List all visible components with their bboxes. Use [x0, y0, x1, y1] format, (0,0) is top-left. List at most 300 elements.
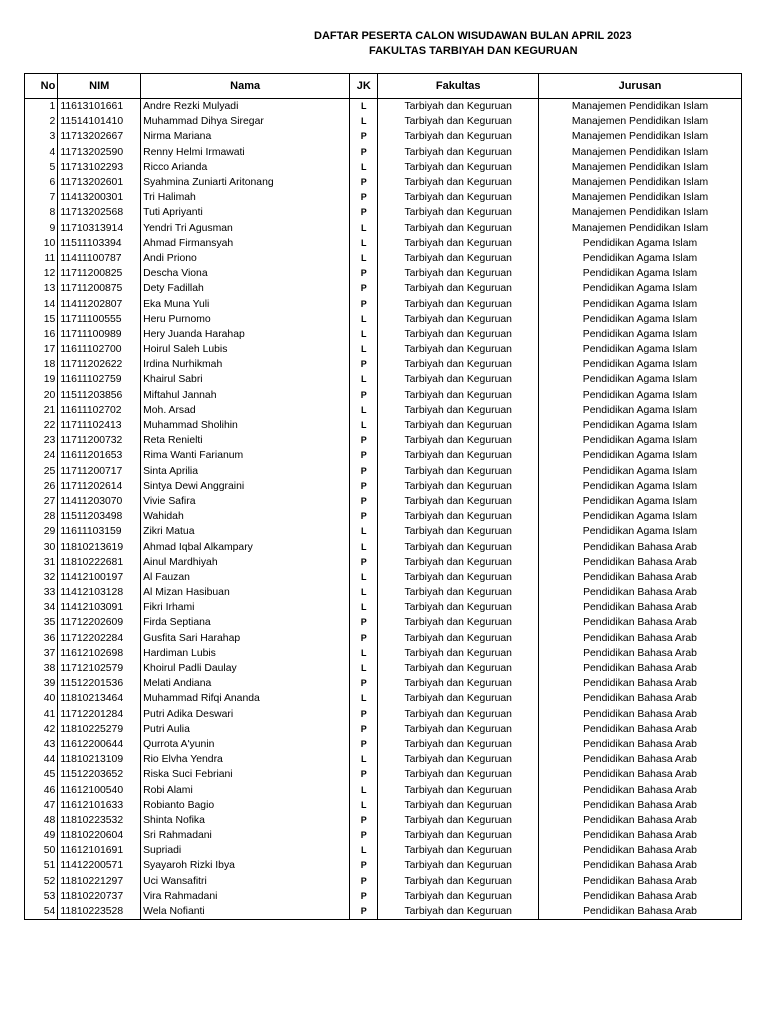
- row-jk: L: [350, 372, 378, 387]
- row-nama: Andi Priono: [141, 251, 350, 266]
- row-nama: Ricco Arianda: [141, 160, 350, 175]
- row-jk: P: [350, 858, 378, 873]
- table-row: [25, 600, 742, 615]
- row-jurusan: Pendidikan Agama Islam: [538, 312, 741, 327]
- table-row: [25, 236, 742, 251]
- row-nama: Hery Juanda Harahap: [141, 327, 350, 342]
- row-nama: Ahmad Iqbal Alkampary: [141, 539, 350, 554]
- row-fakultas: Tarbiyah dan Keguruan: [378, 858, 539, 873]
- row-nama: Andre Rezki Mulyadi: [141, 99, 350, 115]
- row-nim: 11413200301: [58, 190, 141, 205]
- row-nama: Riska Suci Febriani: [141, 767, 350, 782]
- row-nama: Khoirul Padli Daulay: [141, 661, 350, 676]
- row-number: 23: [25, 433, 58, 448]
- row-number: 25: [25, 464, 58, 479]
- row-jk: P: [350, 448, 378, 463]
- row-fakultas: Tarbiyah dan Keguruan: [378, 798, 539, 813]
- row-nim: 11712202284: [58, 631, 141, 646]
- participants-table: [24, 73, 742, 920]
- row-jurusan: Pendidikan Bahasa Arab: [538, 676, 741, 691]
- row-fakultas: Tarbiyah dan Keguruan: [378, 99, 539, 115]
- table-row: [25, 631, 742, 646]
- row-number: 30: [25, 539, 58, 554]
- table-row: [25, 889, 742, 904]
- row-fakultas: Tarbiyah dan Keguruan: [378, 737, 539, 752]
- row-nama: Muhammad Rifqi Ananda: [141, 691, 350, 706]
- row-nim: 11512203652: [58, 767, 141, 782]
- row-nim: 11511103394: [58, 236, 141, 251]
- row-jk: L: [350, 160, 378, 175]
- table-row: [25, 646, 742, 661]
- table-row: [25, 615, 742, 630]
- row-nama: Zikri Matua: [141, 524, 350, 539]
- row-nim: 11711200875: [58, 281, 141, 296]
- row-jk: L: [350, 418, 378, 433]
- row-nim: 11611102759: [58, 372, 141, 387]
- row-nim: 11713202601: [58, 175, 141, 190]
- row-nama: Dety Fadillah: [141, 281, 350, 296]
- row-jurusan: Pendidikan Bahasa Arab: [538, 858, 741, 873]
- row-fakultas: Tarbiyah dan Keguruan: [378, 494, 539, 509]
- table-row: [25, 722, 742, 737]
- row-nim: 11810213464: [58, 691, 141, 706]
- row-jk: L: [350, 327, 378, 342]
- row-nim: 11711100555: [58, 312, 141, 327]
- row-jurusan: Pendidikan Agama Islam: [538, 494, 741, 509]
- row-number: 8: [25, 205, 58, 220]
- row-jk: P: [350, 145, 378, 160]
- row-nim: 11511203856: [58, 388, 141, 403]
- row-nim: 11612101633: [58, 798, 141, 813]
- table-row: [25, 342, 742, 357]
- row-nama: Muhammad Sholihin: [141, 418, 350, 433]
- row-number: 10: [25, 236, 58, 251]
- row-fakultas: Tarbiyah dan Keguruan: [378, 479, 539, 494]
- row-jurusan: Pendidikan Agama Islam: [538, 372, 741, 387]
- row-nim: 11412103128: [58, 585, 141, 600]
- table-row: [25, 782, 742, 797]
- row-jurusan: Pendidikan Bahasa Arab: [538, 615, 741, 630]
- table-row: [25, 388, 742, 403]
- row-jurusan: Pendidikan Agama Islam: [538, 433, 741, 448]
- column-header-jurusan: Jurusan: [538, 74, 741, 99]
- table-row: [25, 509, 742, 524]
- row-jurusan: Pendidikan Bahasa Arab: [538, 631, 741, 646]
- row-fakultas: Tarbiyah dan Keguruan: [378, 676, 539, 691]
- row-number: 24: [25, 448, 58, 463]
- row-nim: 11810223532: [58, 813, 141, 828]
- row-fakultas: Tarbiyah dan Keguruan: [378, 448, 539, 463]
- table-row: [25, 190, 742, 205]
- row-nama: Muhammad Dihya Siregar: [141, 114, 350, 129]
- table-row: [25, 403, 742, 418]
- row-jk: P: [350, 615, 378, 630]
- row-fakultas: Tarbiyah dan Keguruan: [378, 327, 539, 342]
- row-nim: 11613101661: [58, 99, 141, 115]
- row-jurusan: Manajemen Pendidikan Islam: [538, 114, 741, 129]
- row-jurusan: Pendidikan Bahasa Arab: [538, 661, 741, 676]
- row-fakultas: Tarbiyah dan Keguruan: [378, 843, 539, 858]
- row-jk: P: [350, 190, 378, 205]
- row-fakultas: Tarbiyah dan Keguruan: [378, 631, 539, 646]
- row-number: 17: [25, 342, 58, 357]
- row-fakultas: Tarbiyah dan Keguruan: [378, 251, 539, 266]
- row-nama: Robianto Bagio: [141, 798, 350, 813]
- row-nama: Heru Purnomo: [141, 312, 350, 327]
- row-nama: Fikri Irhami: [141, 600, 350, 615]
- row-jurusan: Pendidikan Agama Islam: [538, 479, 741, 494]
- row-number: 33: [25, 585, 58, 600]
- table-row: [25, 312, 742, 327]
- row-nim: 11412103091: [58, 600, 141, 615]
- row-jk: L: [350, 236, 378, 251]
- row-fakultas: Tarbiyah dan Keguruan: [378, 388, 539, 403]
- table-body: [25, 99, 742, 920]
- row-nama: Reta Renielti: [141, 433, 350, 448]
- row-jk: P: [350, 129, 378, 144]
- row-jk: L: [350, 570, 378, 585]
- table-row: [25, 843, 742, 858]
- row-jk: L: [350, 752, 378, 767]
- row-fakultas: Tarbiyah dan Keguruan: [378, 539, 539, 554]
- row-nama: Al Fauzan: [141, 570, 350, 585]
- table-row: [25, 858, 742, 873]
- row-fakultas: Tarbiyah dan Keguruan: [378, 600, 539, 615]
- row-jk: L: [350, 403, 378, 418]
- row-jk: P: [350, 175, 378, 190]
- row-jk: P: [350, 433, 378, 448]
- row-nama: Rima Wanti Farianum: [141, 448, 350, 463]
- row-fakultas: Tarbiyah dan Keguruan: [378, 190, 539, 205]
- row-nim: 11810220604: [58, 828, 141, 843]
- row-jk: P: [350, 889, 378, 904]
- row-number: 45: [25, 767, 58, 782]
- row-jk: L: [350, 843, 378, 858]
- row-jurusan: Pendidikan Agama Islam: [538, 251, 741, 266]
- row-nim: 11711200825: [58, 266, 141, 281]
- row-nama: Miftahul Jannah: [141, 388, 350, 403]
- table-row: [25, 296, 742, 311]
- row-jk: L: [350, 342, 378, 357]
- row-nama: Sinta Aprilia: [141, 464, 350, 479]
- row-number: 29: [25, 524, 58, 539]
- row-fakultas: Tarbiyah dan Keguruan: [378, 236, 539, 251]
- row-jk: L: [350, 312, 378, 327]
- document-subtitle: FAKULTAS TARBIYAH DAN KEGURUAN: [369, 45, 578, 57]
- row-jk: P: [350, 767, 378, 782]
- row-fakultas: Tarbiyah dan Keguruan: [378, 646, 539, 661]
- row-jk: P: [350, 479, 378, 494]
- row-fakultas: Tarbiyah dan Keguruan: [378, 221, 539, 236]
- row-number: 1: [25, 99, 58, 115]
- row-fakultas: Tarbiyah dan Keguruan: [378, 464, 539, 479]
- row-number: 38: [25, 661, 58, 676]
- row-nim: 11711202614: [58, 479, 141, 494]
- row-nim: 11611201653: [58, 448, 141, 463]
- table-row: [25, 99, 742, 115]
- row-jk: L: [350, 798, 378, 813]
- row-jk: P: [350, 357, 378, 372]
- row-jurusan: Pendidikan Bahasa Arab: [538, 782, 741, 797]
- row-nama: Renny Helmi Irmawati: [141, 145, 350, 160]
- row-nama: Yendri Tri Agusman: [141, 221, 350, 236]
- row-nama: Rio Elvha Yendra: [141, 752, 350, 767]
- row-jurusan: Pendidikan Agama Islam: [538, 464, 741, 479]
- row-jurusan: Manajemen Pendidikan Islam: [538, 145, 741, 160]
- row-number: 36: [25, 631, 58, 646]
- row-nama: Al Mizan Hasibuan: [141, 585, 350, 600]
- table-row: [25, 281, 742, 296]
- table-row: [25, 691, 742, 706]
- row-jurusan: Pendidikan Agama Islam: [538, 357, 741, 372]
- row-jurusan: Manajemen Pendidikan Islam: [538, 99, 741, 115]
- row-nama: Khairul Sabri: [141, 372, 350, 387]
- row-fakultas: Tarbiyah dan Keguruan: [378, 296, 539, 311]
- column-header-nim: NIM: [58, 74, 141, 99]
- row-number: 18: [25, 357, 58, 372]
- row-nim: 11810225279: [58, 722, 141, 737]
- row-nama: Sri Rahmadani: [141, 828, 350, 843]
- row-jurusan: Pendidikan Bahasa Arab: [538, 585, 741, 600]
- row-fakultas: Tarbiyah dan Keguruan: [378, 828, 539, 843]
- row-jurusan: Pendidikan Agama Islam: [538, 342, 741, 357]
- row-number: 21: [25, 403, 58, 418]
- row-number: 52: [25, 874, 58, 889]
- row-jk: L: [350, 661, 378, 676]
- row-number: 54: [25, 904, 58, 920]
- row-number: 2: [25, 114, 58, 129]
- row-nim: 11612200644: [58, 737, 141, 752]
- row-nama: Sintya Dewi Anggraini: [141, 479, 350, 494]
- row-number: 35: [25, 615, 58, 630]
- row-jk: P: [350, 464, 378, 479]
- table-row: [25, 175, 742, 190]
- row-number: 44: [25, 752, 58, 767]
- row-fakultas: Tarbiyah dan Keguruan: [378, 160, 539, 175]
- row-jk: L: [350, 646, 378, 661]
- row-jurusan: Pendidikan Bahasa Arab: [538, 874, 741, 889]
- row-jk: P: [350, 388, 378, 403]
- table-row: [25, 479, 742, 494]
- row-jurusan: Pendidikan Bahasa Arab: [538, 600, 741, 615]
- row-nama: Descha Viona: [141, 266, 350, 281]
- table-header-row: [25, 74, 742, 99]
- row-fakultas: Tarbiyah dan Keguruan: [378, 145, 539, 160]
- row-fakultas: Tarbiyah dan Keguruan: [378, 767, 539, 782]
- table-row: [25, 145, 742, 160]
- row-jurusan: Pendidikan Bahasa Arab: [538, 707, 741, 722]
- row-number: 37: [25, 646, 58, 661]
- row-jk: P: [350, 676, 378, 691]
- row-nim: 11412200571: [58, 858, 141, 873]
- row-number: 46: [25, 782, 58, 797]
- row-jurusan: Pendidikan Bahasa Arab: [538, 539, 741, 554]
- row-fakultas: Tarbiyah dan Keguruan: [378, 175, 539, 190]
- table-row: [25, 372, 742, 387]
- row-nim: 11810221297: [58, 874, 141, 889]
- row-fakultas: Tarbiyah dan Keguruan: [378, 509, 539, 524]
- table-row: [25, 357, 742, 372]
- document-title: DAFTAR PESERTA CALON WISUDAWAN BULAN APRIL 2023: [314, 30, 632, 42]
- table-row: [25, 266, 742, 281]
- row-nim: 11710313914: [58, 221, 141, 236]
- row-jurusan: Pendidikan Bahasa Arab: [538, 737, 741, 752]
- row-jk: L: [350, 585, 378, 600]
- row-fakultas: Tarbiyah dan Keguruan: [378, 691, 539, 706]
- row-jurusan: Pendidikan Agama Islam: [538, 388, 741, 403]
- table-row: [25, 555, 742, 570]
- row-nama: Putri Adika Deswari: [141, 707, 350, 722]
- row-jk: P: [350, 631, 378, 646]
- row-nama: Robi Alami: [141, 782, 350, 797]
- row-fakultas: Tarbiyah dan Keguruan: [378, 418, 539, 433]
- row-nim: 11810220737: [58, 889, 141, 904]
- row-jurusan: Pendidikan Agama Islam: [538, 266, 741, 281]
- row-jk: P: [350, 205, 378, 220]
- row-number: 11: [25, 251, 58, 266]
- row-jurusan: Pendidikan Bahasa Arab: [538, 722, 741, 737]
- row-jk: L: [350, 691, 378, 706]
- row-nim: 11711200717: [58, 464, 141, 479]
- row-jurusan: Manajemen Pendidikan Islam: [538, 190, 741, 205]
- row-jurusan: Pendidikan Bahasa Arab: [538, 767, 741, 782]
- row-fakultas: Tarbiyah dan Keguruan: [378, 312, 539, 327]
- row-number: 28: [25, 509, 58, 524]
- row-fakultas: Tarbiyah dan Keguruan: [378, 555, 539, 570]
- row-nama: Eka Muna Yuli: [141, 296, 350, 311]
- row-nim: 11713202568: [58, 205, 141, 220]
- row-number: 40: [25, 691, 58, 706]
- row-jurusan: Pendidikan Bahasa Arab: [538, 904, 741, 920]
- row-jurusan: Manajemen Pendidikan Islam: [538, 160, 741, 175]
- row-jurusan: Pendidikan Agama Islam: [538, 236, 741, 251]
- row-fakultas: Tarbiyah dan Keguruan: [378, 372, 539, 387]
- row-nim: 11511203498: [58, 509, 141, 524]
- row-nama: Ahmad Firmansyah: [141, 236, 350, 251]
- row-nama: Syayaroh Rizki Ibya: [141, 858, 350, 873]
- row-jurusan: Pendidikan Agama Islam: [538, 327, 741, 342]
- row-number: 48: [25, 813, 58, 828]
- row-jurusan: Pendidikan Agama Islam: [538, 524, 741, 539]
- row-number: 20: [25, 388, 58, 403]
- row-number: 47: [25, 798, 58, 813]
- table-row: [25, 767, 742, 782]
- row-nim: 11612102698: [58, 646, 141, 661]
- row-nim: 11711102413: [58, 418, 141, 433]
- table-row: [25, 707, 742, 722]
- row-nim: 11711202622: [58, 357, 141, 372]
- row-fakultas: Tarbiyah dan Keguruan: [378, 722, 539, 737]
- row-jurusan: Pendidikan Bahasa Arab: [538, 798, 741, 813]
- row-number: 16: [25, 327, 58, 342]
- row-fakultas: Tarbiyah dan Keguruan: [378, 813, 539, 828]
- row-nama: Nirma Mariana: [141, 129, 350, 144]
- row-number: 22: [25, 418, 58, 433]
- table-row: [25, 904, 742, 920]
- table-row: [25, 327, 742, 342]
- row-nim: 11512201536: [58, 676, 141, 691]
- row-nim: 11711200732: [58, 433, 141, 448]
- row-nim: 11612100540: [58, 782, 141, 797]
- table-row: [25, 661, 742, 676]
- row-jk: P: [350, 722, 378, 737]
- row-number: 14: [25, 296, 58, 311]
- row-nim: 11712201284: [58, 707, 141, 722]
- table-row: [25, 251, 742, 266]
- row-fakultas: Tarbiyah dan Keguruan: [378, 585, 539, 600]
- row-nama: Melati Andiana: [141, 676, 350, 691]
- row-fakultas: Tarbiyah dan Keguruan: [378, 874, 539, 889]
- row-fakultas: Tarbiyah dan Keguruan: [378, 615, 539, 630]
- table-row: [25, 874, 742, 889]
- row-number: 43: [25, 737, 58, 752]
- table-row: [25, 813, 742, 828]
- row-jk: L: [350, 524, 378, 539]
- column-header-jk: JK: [350, 74, 378, 99]
- row-number: 15: [25, 312, 58, 327]
- table-row: [25, 433, 742, 448]
- row-nim: 11810223528: [58, 904, 141, 920]
- row-nim: 11810213619: [58, 539, 141, 554]
- row-jk: P: [350, 494, 378, 509]
- row-fakultas: Tarbiyah dan Keguruan: [378, 570, 539, 585]
- row-number: 53: [25, 889, 58, 904]
- row-nama: Vivie Safira: [141, 494, 350, 509]
- row-number: 7: [25, 190, 58, 205]
- row-jk: L: [350, 114, 378, 129]
- row-nim: 11514101410: [58, 114, 141, 129]
- row-fakultas: Tarbiyah dan Keguruan: [378, 904, 539, 920]
- row-jurusan: Pendidikan Bahasa Arab: [538, 752, 741, 767]
- row-jk: P: [350, 813, 378, 828]
- row-nama: Shinta Nofika: [141, 813, 350, 828]
- row-number: 51: [25, 858, 58, 873]
- row-number: 39: [25, 676, 58, 691]
- row-jk: P: [350, 737, 378, 752]
- row-jk: L: [350, 251, 378, 266]
- row-jurusan: Manajemen Pendidikan Islam: [538, 129, 741, 144]
- row-jk: P: [350, 555, 378, 570]
- row-nama: Moh. Arsad: [141, 403, 350, 418]
- row-jurusan: Pendidikan Agama Islam: [538, 403, 741, 418]
- row-jk: P: [350, 828, 378, 843]
- row-number: 4: [25, 145, 58, 160]
- table-row: [25, 524, 742, 539]
- row-fakultas: Tarbiyah dan Keguruan: [378, 661, 539, 676]
- row-jurusan: Pendidikan Agama Islam: [538, 281, 741, 296]
- row-nim: 11411203070: [58, 494, 141, 509]
- row-jurusan: Pendidikan Agama Islam: [538, 509, 741, 524]
- row-nim: 11411202807: [58, 296, 141, 311]
- table-row: [25, 221, 742, 236]
- row-nim: 11711100989: [58, 327, 141, 342]
- table-row: [25, 205, 742, 220]
- row-jurusan: Pendidikan Bahasa Arab: [538, 813, 741, 828]
- row-jurusan: Pendidikan Agama Islam: [538, 296, 741, 311]
- table-row: [25, 448, 742, 463]
- row-jurusan: Manajemen Pendidikan Islam: [538, 205, 741, 220]
- row-jk: P: [350, 281, 378, 296]
- row-nim: 11612101691: [58, 843, 141, 858]
- row-fakultas: Tarbiyah dan Keguruan: [378, 433, 539, 448]
- row-jk: P: [350, 266, 378, 281]
- row-fakultas: Tarbiyah dan Keguruan: [378, 281, 539, 296]
- row-nama: Putri Aulia: [141, 722, 350, 737]
- row-jurusan: Pendidikan Agama Islam: [538, 418, 741, 433]
- row-nama: Gusfita Sari Harahap: [141, 631, 350, 646]
- row-jurusan: Pendidikan Bahasa Arab: [538, 646, 741, 661]
- row-number: 13: [25, 281, 58, 296]
